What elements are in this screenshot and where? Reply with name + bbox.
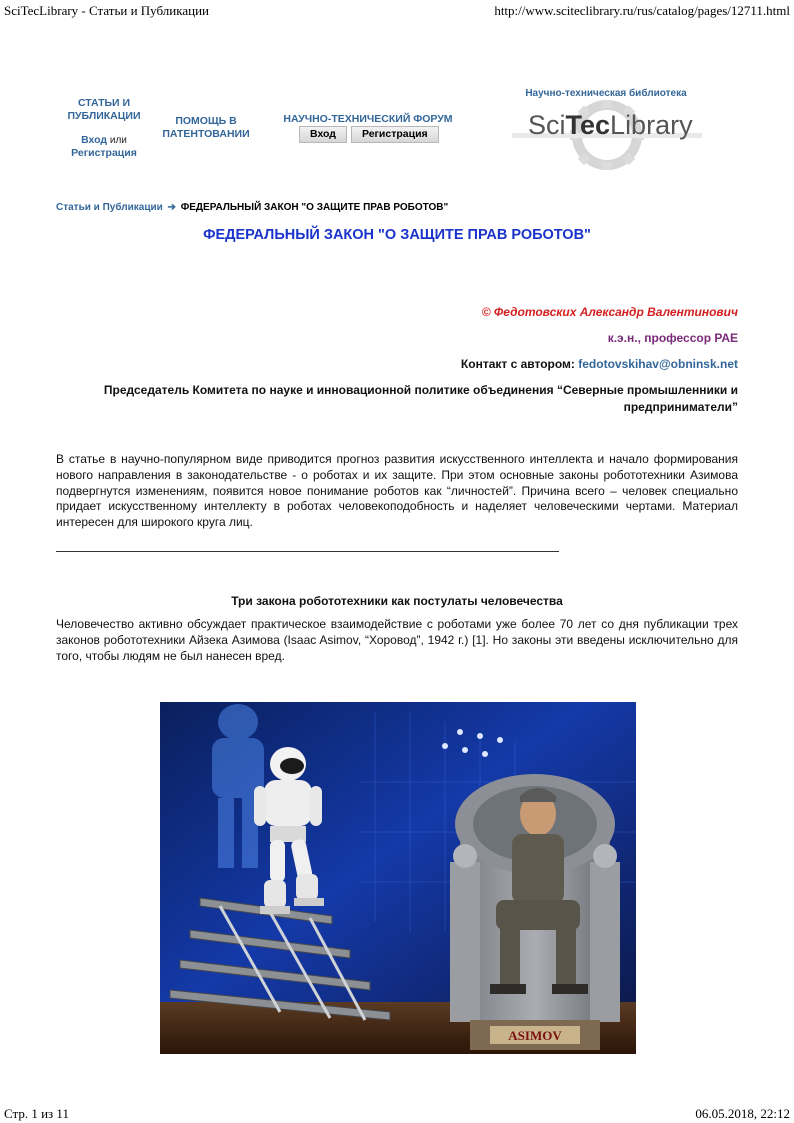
print-header-url: http://www.sciteclibrary.ru/rus/catalog/pages/12711.html bbox=[494, 3, 790, 18]
logo-text-tec: Tec bbox=[565, 110, 611, 140]
contact-email-link[interactable]: fedotovskihav@obninsk.net bbox=[578, 357, 738, 371]
svg-text:SciTecLibrary bbox=[528, 110, 693, 140]
contact-label: Контакт с автором: bbox=[460, 357, 575, 371]
robot-asimov-photo bbox=[160, 702, 636, 1054]
login-link[interactable]: Вход bbox=[81, 134, 108, 146]
logo-text-library: Library bbox=[610, 110, 693, 140]
divider bbox=[56, 551, 559, 552]
arrow-right-icon: ➔ bbox=[167, 202, 176, 213]
sciteclibrary-logo[interactable] bbox=[512, 100, 702, 170]
author-name: © Федотовских Александр Валентинович bbox=[481, 305, 738, 319]
print-header-title: SciTecLibrary - Статьи и Публикации bbox=[4, 3, 210, 18]
logo-text-sci: Sci bbox=[528, 110, 566, 140]
library-caption: Научно-техническая библиотека bbox=[525, 88, 687, 99]
breadcrumb-articles-link[interactable]: Статьи и Публикации bbox=[56, 202, 163, 213]
forum-register-button[interactable]: Регистрация bbox=[351, 126, 439, 143]
nav-articles-link[interactable]: СТАТЬИ И ПУБЛИКАЦИИ bbox=[67, 97, 141, 122]
forum-buttons bbox=[299, 126, 439, 143]
author-contact bbox=[461, 357, 738, 371]
breadcrumb-current: ФЕДЕРАЛЬНЫЙ ЗАКОН "О ЗАЩИТЕ ПРАВ РОБОТОВ" bbox=[180, 202, 449, 213]
print-footer-datetime: 06.05.2018, 22:12 bbox=[695, 1106, 790, 1121]
page-title: ФЕДЕРАЛЬНЫЙ ЗАКОН "О ЗАЩИТЕ ПРАВ РОБОТОВ" bbox=[203, 227, 591, 243]
forum-login-button[interactable]: Вход bbox=[299, 126, 347, 143]
nav-forum-link[interactable]: НАУЧНО-ТЕХНИЧЕСКИЙ ФОРУМ bbox=[283, 113, 453, 125]
body-paragraph: Человечество активно обсуждает практическое взаимодействие с роботами уже более 70 лет со дня публикации трех законов робототехники Айзека Азимова (Isaac Asimov, “Хоровод”, 1942 г.) [1]. Но законы эти введены исключительно для того, чтобы людям не был нанесен вред. bbox=[56, 617, 738, 663]
author-position: Председатель Комитета по науке и инновационной политике объединения “Северные промышленники и предприниматели” bbox=[103, 383, 738, 414]
nav-login-block bbox=[62, 134, 146, 160]
article-abstract: В статье в научно-популярном виде приводится прогноз развития искусственного интеллекта и начало формирования нового направления в законодательстве - о роботах и их защите. При этом основные законы робототехники Азимова подвергнутся изменениям, появится новое понимание роботов как “личностей”. Причина всего – человек специально придает искусственному интеллекту в роботах человекоподобность и наделяет человеческими чертами. Материал интересен для широкого круга лиц. bbox=[56, 452, 738, 530]
register-link[interactable]: Регистрация bbox=[71, 147, 137, 159]
section-title: Три закона робототехники как постулаты человечества bbox=[231, 594, 563, 608]
breadcrumb bbox=[56, 202, 448, 213]
nav-patent-help-link[interactable]: ПОМОЩЬ В ПАТЕНТОВАНИИ bbox=[162, 115, 250, 140]
asimov-plaque: ASIMOV bbox=[508, 1028, 562, 1043]
author-degree: к.э.н., профессор РАЕ bbox=[607, 331, 738, 345]
login-or-text: или bbox=[109, 135, 127, 146]
print-footer-page: Стр. 1 из 11 bbox=[4, 1106, 69, 1121]
throne-statue bbox=[450, 774, 620, 1050]
